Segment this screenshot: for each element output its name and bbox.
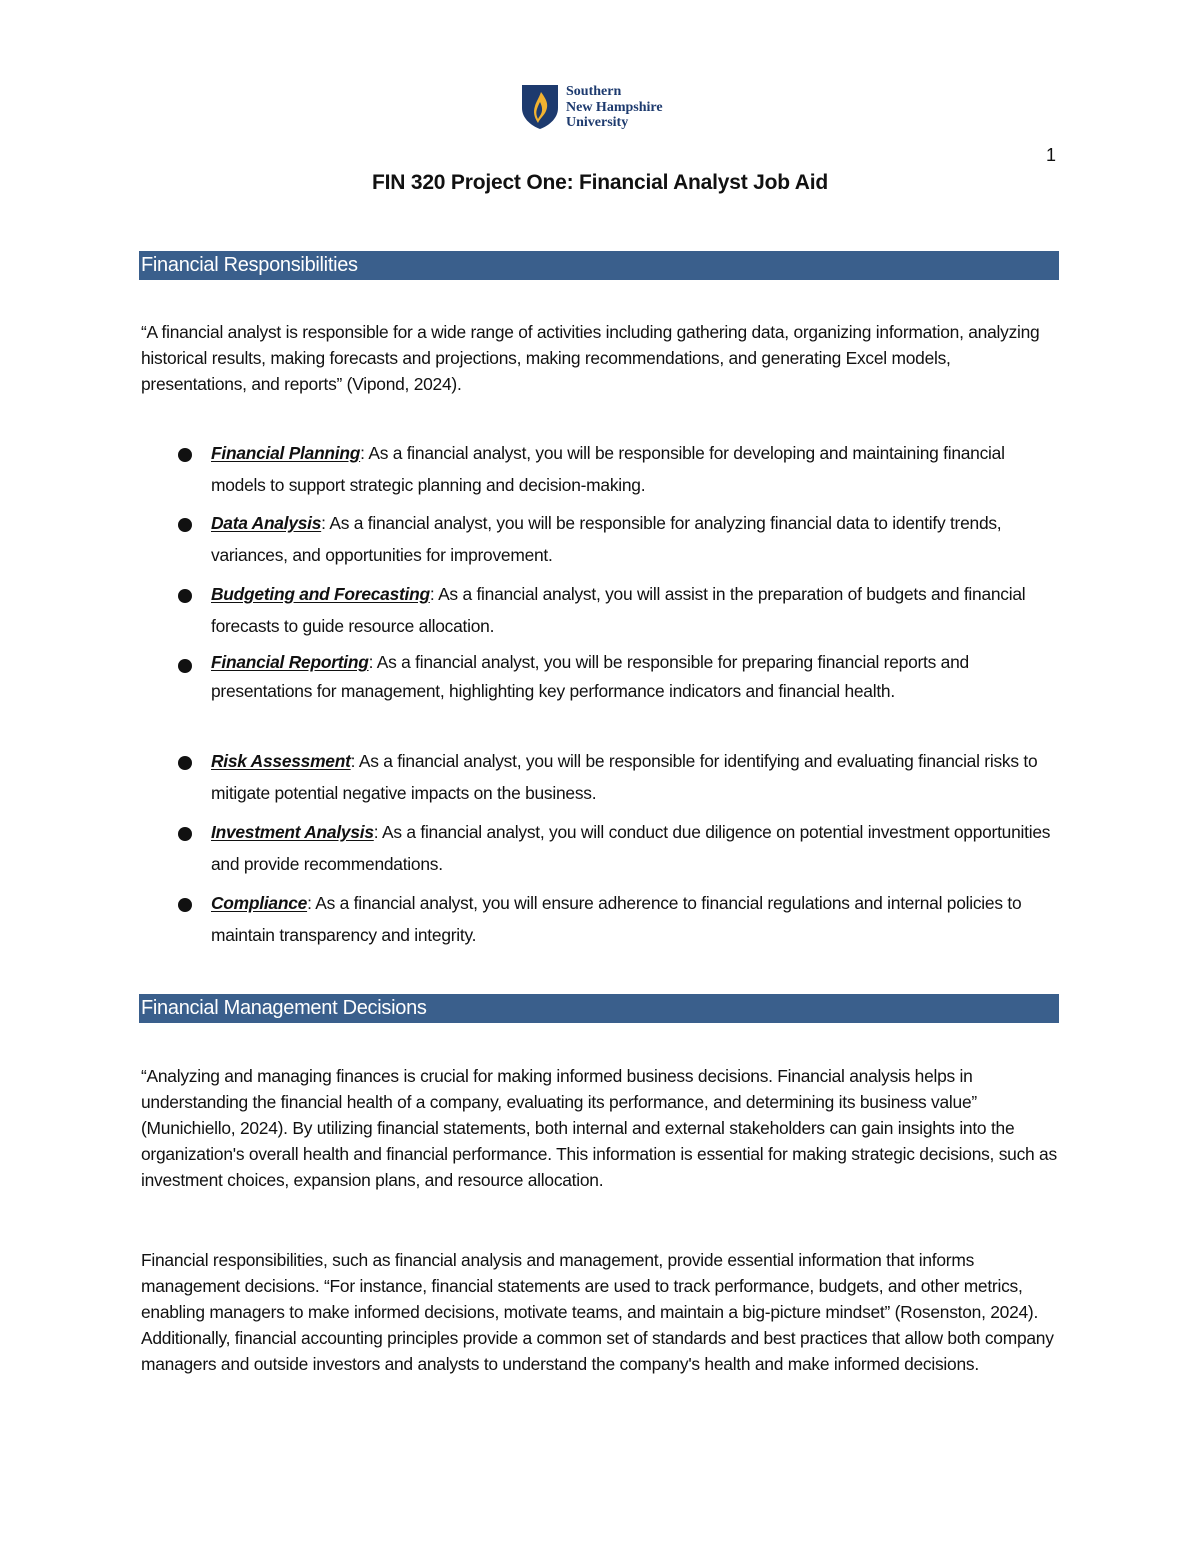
bullet-term: Budgeting and Forecasting bbox=[211, 584, 430, 604]
bullet-description: : As a financial analyst, you will conduct due diligence on potential investment opportunities and provide recommendations. bbox=[211, 822, 1051, 874]
bullet-icon bbox=[178, 756, 192, 770]
bullet-icon bbox=[178, 827, 192, 841]
bullet-icon bbox=[178, 589, 192, 603]
logo-wordmark bbox=[566, 84, 663, 131]
bullet-icon bbox=[178, 448, 192, 462]
bullet-term: Financial Planning bbox=[211, 443, 361, 463]
bullet-term: Compliance bbox=[211, 893, 308, 913]
bullet-icon bbox=[178, 898, 192, 912]
bullet-description: : As a financial analyst, you will be responsible for analyzing financial data to identify trends, variances, and opportunities for improvement. bbox=[211, 513, 1002, 565]
bullet-description: : As a financial analyst, you will ensure adherence to financial regulations and internal policies to maintain transparency and integrity. bbox=[211, 893, 1022, 945]
section2-paragraph-1: “Analyzing and managing finances is crucial for making informed business decisions. Financial analysis helps in understanding the financial health of a company, evaluating its performance, and determining its business value” (Munichiello, 2024). By utilizing financial statements, both internal and external stakeholders can gain insights into the organization's overall health and financial performance. This information is essential for making strategic decisions, such as investment choices, expansion plans, and resource allocation. bbox=[141, 1066, 1057, 1190]
document-title: FIN 320 Project One: Financial Analyst Job Aid bbox=[371, 171, 829, 194]
bullet-description: : As a financial analyst, you will be responsible for identifying and evaluating financial risks to mitigate potential negative impacts on the business. bbox=[211, 751, 1038, 803]
section1-intro-paragraph: “A financial analyst is responsible for a wide range of activities including gathering data, organizing information, analyzing historical results, making forecasts and projections, making recommendations, and generating Excel models, presentations, and reports” (Vipond, 2024). bbox=[141, 322, 1040, 394]
logo-line-2: New Hampshire bbox=[566, 99, 663, 115]
bullet-icon bbox=[178, 518, 192, 532]
section-heading-financial-management-decisions: Financial Management Decisions bbox=[139, 994, 1059, 1023]
bullet-term: Investment Analysis bbox=[211, 822, 374, 842]
bullet-term: Risk Assessment bbox=[211, 751, 351, 771]
flame-shield-icon bbox=[520, 84, 560, 130]
bullet-description: : As a financial analyst, you will assist in the preparation of budgets and financial forecasts to guide resource allocation. bbox=[211, 584, 1026, 636]
page-number: 1 bbox=[1046, 145, 1057, 165]
university-logo bbox=[520, 84, 690, 134]
bullet-description: : As a financial analyst, you will be responsible for preparing financial reports and presentations for management, highlighting key performance indicators and financial health. bbox=[211, 652, 969, 701]
logo-line-3: University bbox=[566, 115, 629, 130]
section2-paragraph-2: Financial responsibilities, such as financial analysis and management, provide essential information that informs management decisions. “For instance, financial statements are used to track performance, budgets, and other metrics, enabling managers to make informed decisions, motivate teams, and maintain a big-picture mindset” (Rosenston, 2024). Additionally, financial accounting principles provide a common set of standards and best practices that allow both company managers and outside investors and analysts to understand the company's health and make informed decisions. bbox=[141, 1250, 1054, 1374]
bullet-term: Data Analysis bbox=[211, 513, 322, 533]
bullet-term: Financial Reporting bbox=[211, 652, 369, 672]
bullet-description: : As a financial analyst, you will be responsible for developing and maintaining financial models to support strategic planning and decision-making. bbox=[211, 443, 1005, 495]
logo-line-1: Southern bbox=[566, 84, 622, 99]
bullet-icon bbox=[178, 659, 192, 673]
section-heading-financial-responsibilities: Financial Responsibilities bbox=[139, 251, 1059, 280]
